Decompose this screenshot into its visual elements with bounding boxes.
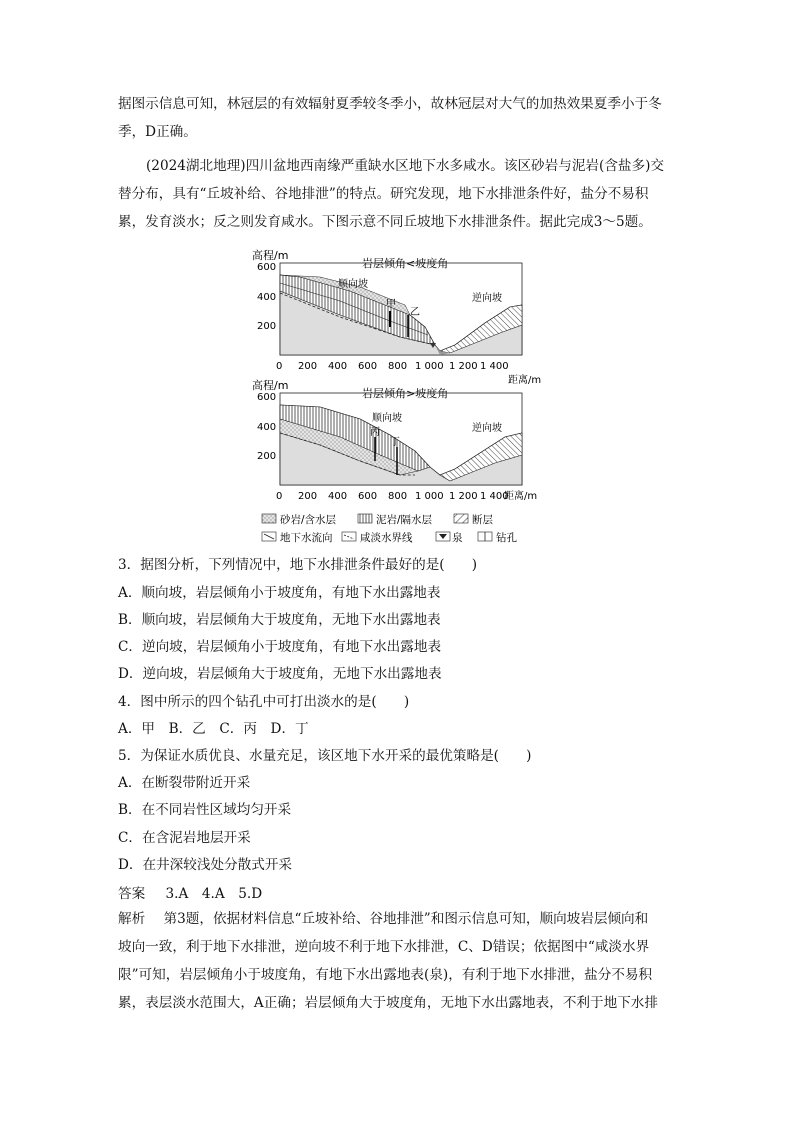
top-xtick-1200: 1 200 xyxy=(449,361,478,372)
legend-boundary: 咸淡水界线 xyxy=(360,532,413,544)
bottom-xtick-1400: 1 400 xyxy=(480,491,509,502)
passage-line-3: 累，发育淡水；反之则发育咸水。下图示意不同丘坡地下水排泄条件。据此完成3～5题。 xyxy=(118,214,652,230)
groundwater-figure xyxy=(240,245,560,550)
top-panel xyxy=(252,248,541,386)
bottom-right-slope: 逆向坡 xyxy=(472,423,502,434)
bottom-ylabel: 高程/m xyxy=(252,379,289,392)
bottom-xtick-800: 800 xyxy=(388,491,408,502)
q3-stem: 3．据图分析，下列情况中，地下水排泄条件最好的是( ) xyxy=(118,557,478,573)
top-xtick-0: 0 xyxy=(276,361,283,372)
answer-row xyxy=(118,882,262,902)
legend-fault: 断层 xyxy=(472,514,493,526)
top-well-yi: 乙 xyxy=(410,307,420,318)
q5-stem: 5．为保证水质优良、水量充足，该区地下水开采的最优策略是( ) xyxy=(118,748,532,764)
top-xtick-200: 200 xyxy=(298,361,318,372)
intro-line-1: 据图示信息可知，林冠层的有效辐射夏季较冬季小，故林冠层对大气的加热效果夏季小于冬 xyxy=(118,96,662,112)
top-ylabel: 高程/m xyxy=(252,249,289,262)
analysis-line-1 xyxy=(118,909,678,929)
q5-option-a: A．在断裂带附近开采 xyxy=(118,775,251,791)
top-left-slope: 顺向坡 xyxy=(338,279,368,290)
passage-line-1: (2024湖北地理)四川盆地西南缘严重缺水区地下水多咸水。该区砂岩与泥岩(含盐多)交 xyxy=(146,158,664,174)
passage-line-2: 替分布，具有“丘坡补给、谷地排泄”的特点。研究发现，地下水排泄条件好，盐分不易积 xyxy=(118,186,649,202)
legend-spring: 泉 xyxy=(452,532,463,544)
top-xlabel: 距离/m xyxy=(508,375,542,386)
top-xtick-800: 800 xyxy=(388,361,408,372)
bottom-xtick-200: 200 xyxy=(298,491,318,502)
bottom-xtick-1000: 1 000 xyxy=(415,491,444,502)
bottom-xlabel: 距离/m xyxy=(504,491,538,502)
top-xtick-400: 400 xyxy=(328,361,348,372)
answer-label: 答案 xyxy=(118,886,146,902)
legend-mudstone: 泥岩/隔水层 xyxy=(376,514,433,526)
top-ytick-400: 400 xyxy=(257,292,277,303)
q3-option-b: B．顺向坡，岩层倾角大于坡度角，无地下水出露地表 xyxy=(118,612,441,628)
analysis-label: 解析 xyxy=(118,911,146,927)
bottom-ytick-600: 600 xyxy=(257,392,277,403)
q4-options: A．甲 B．乙 C．丙 D．丁 xyxy=(118,721,309,737)
legend-borehole: 钻孔 xyxy=(496,532,517,544)
bottom-well-bing: 丙 xyxy=(370,427,380,438)
q3-option-a: A．顺向坡，岩层倾角小于坡度角，有地下水出露地表 xyxy=(118,585,441,601)
bottom-ytick-400: 400 xyxy=(257,422,277,433)
top-ytick-200: 200 xyxy=(257,321,277,332)
bottom-well-ding: 丁 xyxy=(390,437,400,448)
analysis-line-2: 坡向一致，利于地下水排泄，逆向坡不利于地下水排泄，C、D错误；依据图中“咸淡水界 xyxy=(118,939,650,955)
bottom-xtick-600: 600 xyxy=(358,491,378,502)
analysis-line-4: 累，表层淡水范围大，A正确；岩层倾角大于坡度角，无地下水出露地表，不利于地下水排 xyxy=(118,995,658,1011)
bottom-title: 岩层倾角>坡度角 xyxy=(362,387,449,400)
top-xtick-1400: 1 400 xyxy=(480,361,509,372)
top-title: 岩层倾角<坡度角 xyxy=(362,257,449,270)
q4-stem: 4．图中所示的四个钻孔中可打出淡水的是( ) xyxy=(118,694,410,710)
legend xyxy=(262,513,517,544)
top-well-jia: 甲 xyxy=(386,299,396,310)
analysis-line-3: 限”可知，岩层倾角小于坡度角，有地下水出露地表(泉)，有利于地下水排泄，盐分不易积 xyxy=(118,967,653,983)
bottom-panel xyxy=(252,378,537,502)
q5-option-d: D．在井深较浅处分散式开采 xyxy=(118,857,293,873)
bottom-ytick-200: 200 xyxy=(257,451,277,462)
q3-option-d: D．逆向坡，岩层倾角大于坡度角，无地下水出露地表 xyxy=(118,666,442,682)
bottom-xtick-1200: 1 200 xyxy=(449,491,478,502)
q5-option-c: C．在含泥岩地层开采 xyxy=(118,830,251,846)
answer-text: 3.A 4.A 5.D xyxy=(165,886,263,902)
q3-option-c: C．逆向坡，岩层倾角小于坡度角，有地下水出露地表 xyxy=(118,639,442,655)
q5-option-b: B．在不同岩性区域均匀开采 xyxy=(118,802,292,818)
top-ytick-600: 600 xyxy=(257,262,277,273)
top-xtick-600: 600 xyxy=(358,361,378,372)
analysis-text-1: 第3题，依据材料信息“丘坡补给、谷地排泄”和图示信息可知，顺向坡岩层倾向和 xyxy=(163,911,649,927)
legend-flow: 地下水流向 xyxy=(280,532,333,544)
top-right-slope: 逆向坡 xyxy=(472,293,502,304)
legend-sandstone: 砂岩/含水层 xyxy=(280,514,337,526)
bottom-xtick-400: 400 xyxy=(328,491,348,502)
top-xtick-1000: 1 000 xyxy=(415,361,444,372)
bottom-xtick-0: 0 xyxy=(276,491,283,502)
intro-line-2: 季，D正确。 xyxy=(118,124,197,140)
bottom-left-slope: 顺向坡 xyxy=(372,413,402,424)
